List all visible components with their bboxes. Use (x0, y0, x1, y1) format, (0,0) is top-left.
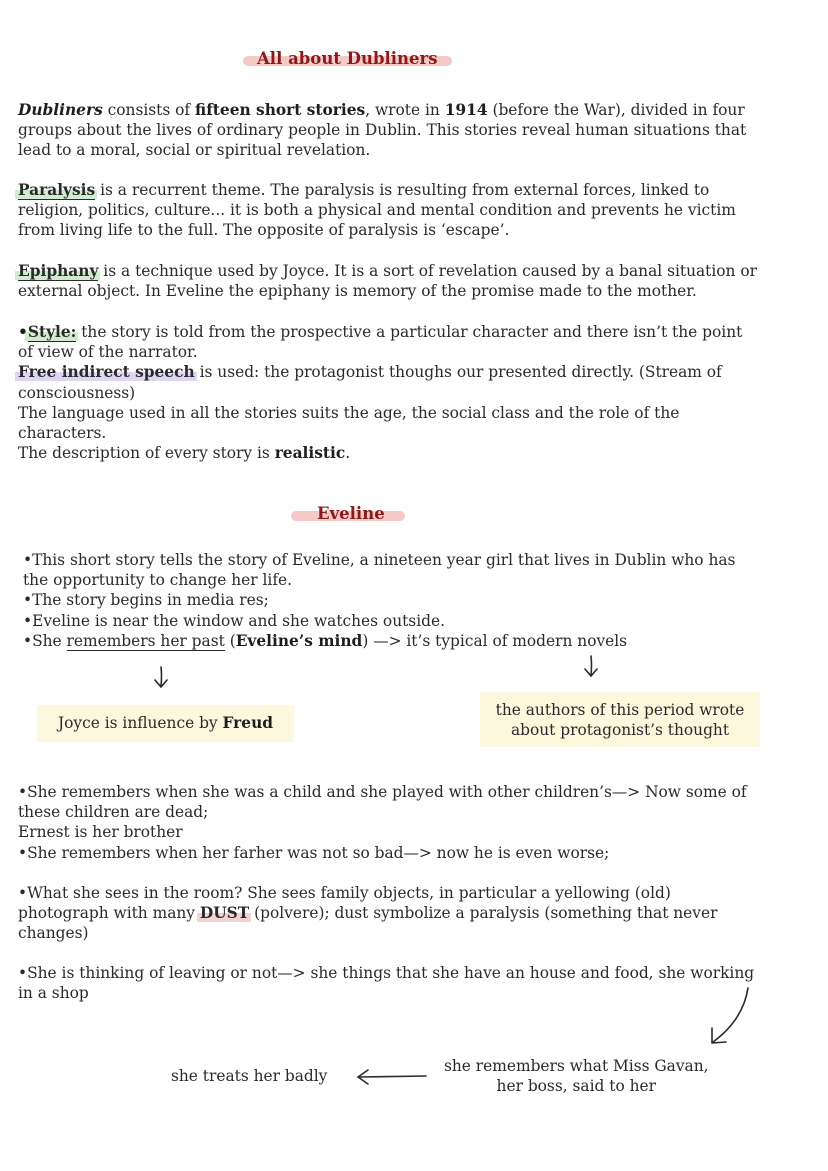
left-arrow-icon (355, 1068, 429, 1086)
curved-arrow-icon (705, 985, 755, 1047)
style-paragraph: • Style: the story is told from the prospective a particular character and there isn’t the point of view of the narrator. Free indirect speech is used: the protagonist thoughs our presented directly. (Stream of consciousness) The language used in all the stories suits the age, the social class and the role of the characters. The description of every story is realistic. (18, 322, 742, 463)
epiphany-term: Epiphany (18, 262, 98, 281)
down-arrow-icon (151, 666, 171, 690)
leaving-paragraph: •She is thinking of leaving or not—> she things that she have an house and food, she working in a shop (18, 964, 755, 1003)
treats-her-badly-text: she treats her badly (171, 1067, 328, 1085)
page-title: All about Dubliners (257, 49, 438, 68)
realistic-term: realistic (274, 444, 346, 463)
free-indirect-speech-term: Free indirect speech (18, 363, 195, 381)
intro-paragraph: Dubliners consists of fifteen short stories, wrote in 1914 (before the War), divided in four groups about the lives of ordinary people in Dublin. This stories reveal human situations that lead to a moral, social or spiritual revelation. (18, 101, 747, 160)
eveline-title: Eveline (317, 504, 385, 523)
paralysis-term: Paralysis (18, 181, 95, 200)
paralysis-paragraph: Paralysis is a recurrent theme. The paralysis is resulting from external forces, linked to religion, politics, culture... it is both a physical and mental condition and prevents he victim from living life to the full. The opposite of paralysis is ‘escape’. (18, 180, 736, 241)
dust-term: DUST (200, 904, 249, 922)
epiphany-paragraph: Epiphany is a technique used by Joyce. It is a sort of revelation caused by a banal situation or external object. In Eveline the epiphany is memory of the promise made to the mother. (18, 261, 757, 301)
freud-note-box: Joyce is influence by Freud (37, 705, 294, 742)
room-paragraph: •What she sees in the room? She sees family objects, in particular a yellowing (old) photograph with many DUST (polvere); dust symbolize a paralysis (something that never changes) (18, 884, 718, 943)
remembers-her-past: remembers her past (66, 631, 225, 650)
style-term: Style: (28, 323, 77, 342)
miss-gavan-text: she remembers what Miss Gavan, her boss, said to her (444, 1057, 709, 1096)
memories-paragraph: •She remembers when she was a child and she played with other children’s—> Now some of these children are dead; Ernest is her brother •She remembers when her farher was not so bad—> now he is even worse; (18, 783, 747, 862)
intro-line-1: Dubliners consists of fifteen short stories, wrote in 1914 (before the War), divided in four (18, 101, 745, 119)
down-arrow-icon (581, 655, 601, 679)
authors-note-box: the authors of this period wrote about protagonist’s thought (480, 692, 760, 747)
eveline-bullets: •This short story tells the story of Eveline, a nineteen year girl that lives in Dublin who has the opportunity to change her life. •The story begins in media res; •Eveline is near the window and she watches outside. •She remembers her past (Eveline’s mind) —> it’s typical of modern novels (23, 551, 736, 650)
